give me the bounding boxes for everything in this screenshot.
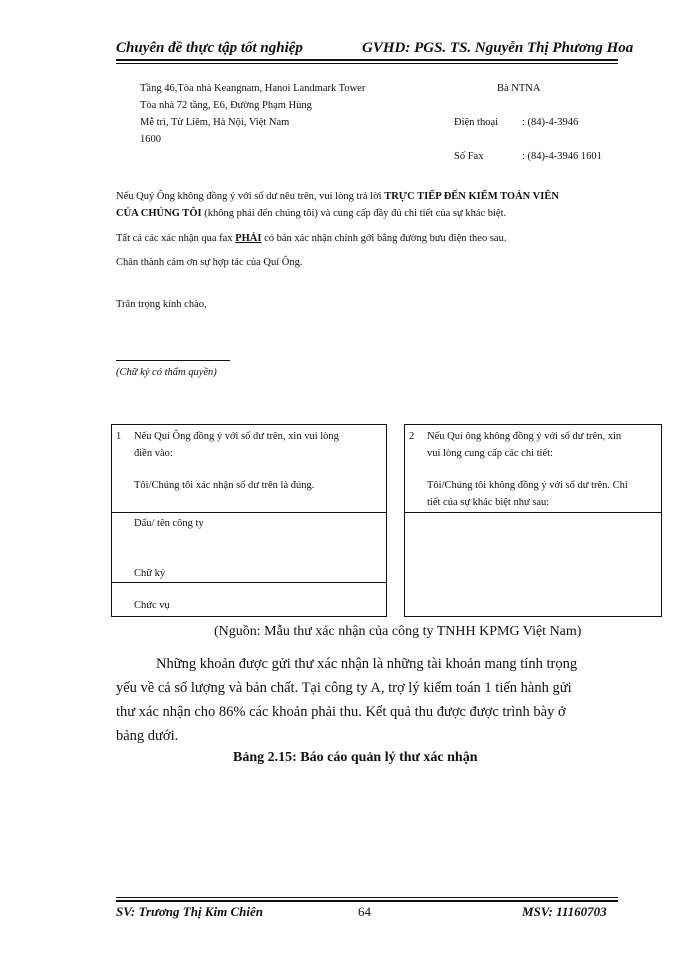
signature-field-label: Chữ ký xyxy=(134,568,166,579)
agree-instruction: điền vào: xyxy=(134,448,173,459)
paragraph-line: thư xác nhận cho 86% các khoản phải thu. Kết quả thu được được trình bày ở xyxy=(116,704,566,720)
header-title: Chuyên đề thực tập tốt nghiệp xyxy=(116,40,303,56)
position-label: Chức vụ xyxy=(134,600,170,611)
emphasis-text: CỦA CHÚNG TÔI xyxy=(116,208,202,219)
text: (không phải đến chúng tôi) và cung cấp đầy đủ chi tiết của sự khác biệt. xyxy=(201,208,507,219)
header-advisor: GVHD: PGS. TS. Nguyễn Thị Phương Hoa xyxy=(362,40,634,56)
footer-student: SV: Trương Thị Kim Chiên xyxy=(116,904,263,919)
text: có bản xác nhận chính gởi bằng đường bưu điện theo sau. xyxy=(261,233,507,244)
agree-statement: Tôi/Chúng tôi xác nhận số dư trên là đúng. xyxy=(134,480,315,491)
header-rule xyxy=(116,59,618,61)
footer-rule-thin xyxy=(116,897,618,898)
disagree-statement: Tôi/Chúng tôi không đồng ý với số dư trên. Chi xyxy=(427,480,628,491)
agree-instruction: Nếu Quí Ông đồng ý với số dư trên, xin vui lòng xyxy=(134,431,339,442)
contact-name: Bà NTNA xyxy=(497,83,541,94)
paragraph-line: bảng dưới. xyxy=(116,728,179,744)
footer-rule xyxy=(116,900,618,902)
disagree-instruction: Nếu Quí ông không đồng ý với số dư trên, xin xyxy=(427,431,622,442)
letter-paragraph-1 xyxy=(116,188,586,222)
phone-label: Điện thoại xyxy=(454,117,499,128)
emphasis-text: TRỰC TIẾP ĐẾN KIỂM TOÁN VIÊN xyxy=(384,191,559,202)
letter-paragraph-2 xyxy=(116,230,506,247)
box-divider xyxy=(112,512,386,513)
disagree-instruction: vui lòng cung cấp các chi tiết: xyxy=(427,448,553,459)
text: Tất cả các xác nhận qua fax xyxy=(116,233,236,244)
fax-value: : (84)-4-3946 1601 xyxy=(522,151,602,162)
phone-value: : (84)-4-3946 xyxy=(522,117,579,128)
emphasis-text: PHẢI xyxy=(235,233,262,244)
signature-line xyxy=(116,360,230,361)
box-divider xyxy=(112,582,386,583)
signature-label: (Chữ ký có thẩm quyền) xyxy=(116,367,217,378)
company-stamp-label: Dấu/ tên công ty xyxy=(134,518,204,529)
box-number: 2 xyxy=(409,431,415,442)
box-number: 1 xyxy=(116,431,122,442)
table-title: Bảng 2.15: Báo cáo quản lý thư xác nhận xyxy=(233,750,478,765)
footer-student-id: MSV: 11160703 xyxy=(522,904,607,919)
paragraph-line: Những khoản được gửi thư xác nhận là những tài khoản mang tính trọng xyxy=(156,656,578,672)
disagree-box xyxy=(404,424,662,617)
body-paragraph xyxy=(116,652,616,748)
source-caption: (Nguồn: Mẫu thư xác nhận của công ty TNHH KPMG Việt Nam) xyxy=(214,624,582,639)
text: Nếu Quý Ông không đồng ý với số dư nêu trên, vui lòng trả lời xyxy=(116,191,385,202)
paragraph-line: yếu về cả số lượng và bản chất. Tại công ty A, trợ lý kiểm toán 1 tiến hành gửi xyxy=(116,680,572,696)
address-line: Mễ trì, Từ Liêm, Hà Nội, Việt Nam xyxy=(140,117,290,128)
fax-label: Số Fax xyxy=(454,151,484,162)
agree-box xyxy=(111,424,387,617)
address-line: Tòa nhà 72 tầng, E6, Đường Phạm Hùng xyxy=(140,100,312,111)
letter-paragraph-3: Chân thành cảm ơn sự hợp tác của Quí Ông. xyxy=(116,257,303,268)
address-block xyxy=(140,80,365,148)
address-line: Tầng 46,Tòa nhà Keangnam, Hanoi Landmark Tower xyxy=(140,83,366,94)
page-number: 64 xyxy=(358,904,371,919)
letter-closing: Trân trọng kính chào, xyxy=(116,299,207,310)
disagree-statement: tiết của sự khác biệt như sau: xyxy=(427,497,550,508)
box-divider xyxy=(405,512,661,513)
header-rule-thin xyxy=(116,63,618,64)
address-line: 1600 xyxy=(140,134,161,145)
